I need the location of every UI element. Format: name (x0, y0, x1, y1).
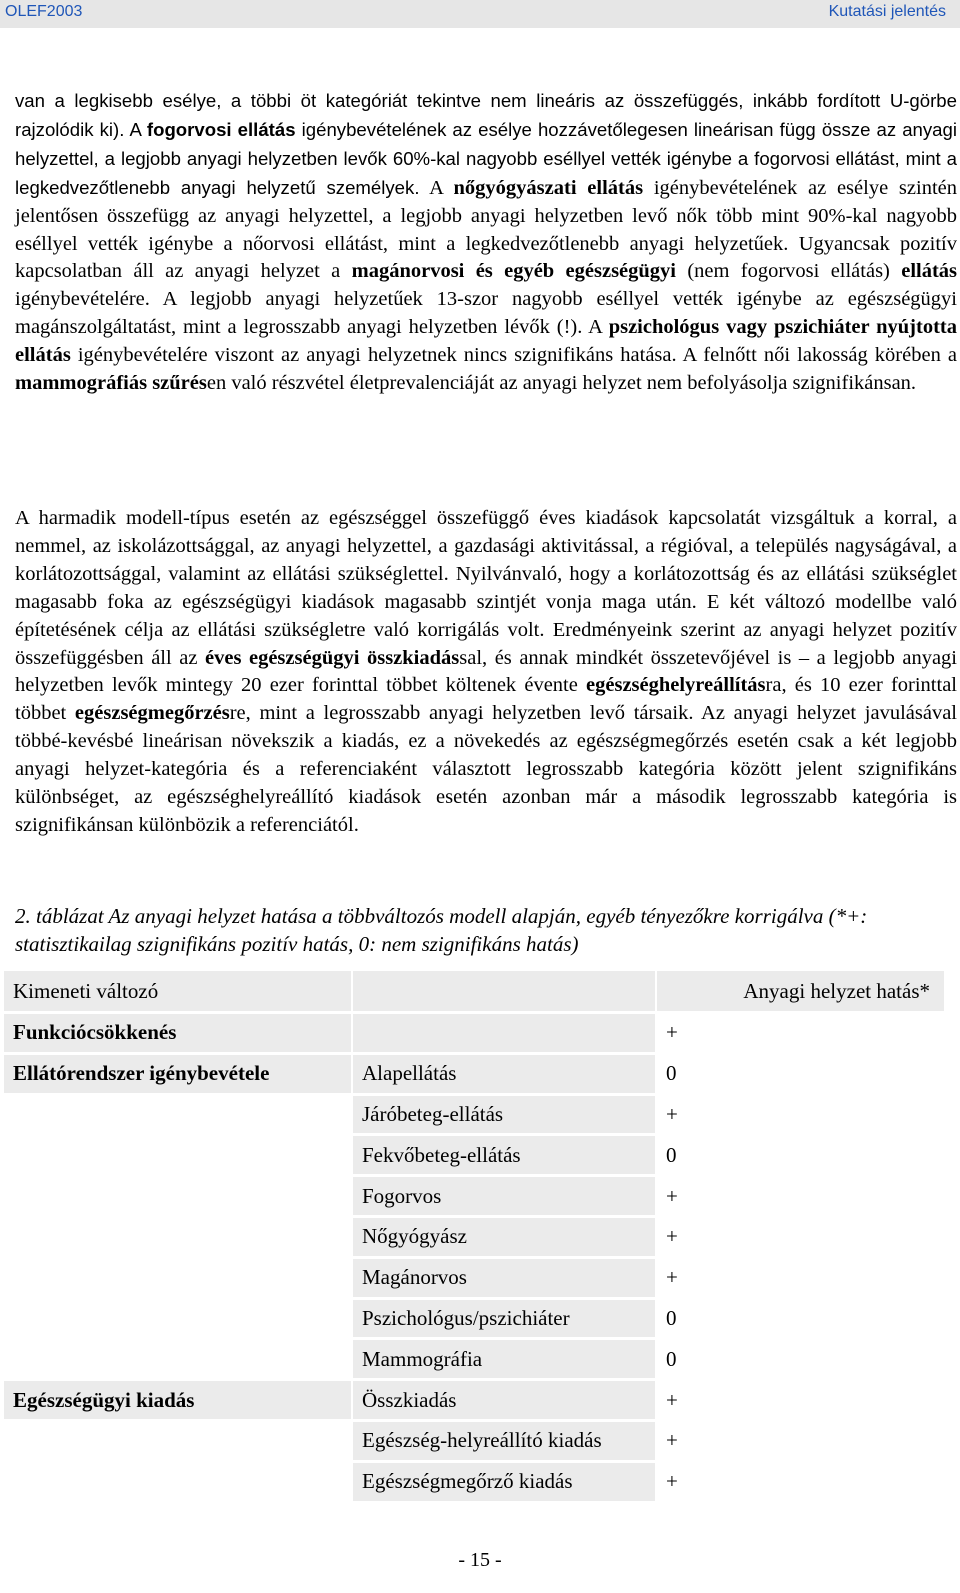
cell-effect: 0 (657, 1136, 944, 1177)
table-row (4, 1177, 944, 1218)
text-run: (nem fogorvosi ellátás) (676, 260, 902, 283)
cell-outcome-group (4, 1463, 353, 1504)
bold-term: egészséghelyreállítás (586, 674, 766, 697)
table-header-row (4, 971, 944, 1014)
text-run: igénybevételére. A legjobb anyagi helyzetűek 13-szor nagyobb eséllyel vették igénybe az egészségügyi magánszolgáltatást, mint a legrosszabb anyagi helyzetben lévők (!). A (15, 288, 957, 339)
cell-effect: + (657, 1422, 944, 1463)
cell-category: Járóbeteg-ellátás (353, 1096, 657, 1137)
text-run: sal, és annak mindkét összetevőjével is – a legjobb anyagi helyzetben levők mintegy 20 ezer forinttal többet költenek évente (15, 646, 958, 697)
table-row (4, 1096, 944, 1137)
table-row (4, 1300, 944, 1341)
results-table-body (4, 971, 944, 1504)
cell-category: Mammográfia (353, 1340, 657, 1381)
header-cell-outcome: Kimeneti változó (4, 971, 353, 1014)
text-run: A harmadik modell-típus esetén az egészséggel összefüggő éves kiadások kapcsolatát vizsgáltuk a korral, a nemmel, az iskolázottsággal, az anyagi helyzettel, a gazdasági aktivitással, a régióval, a település nagyságával, a korlátozottsággal, valamint az ellátási szükséglettel. Nyilvánvaló, hogy a korlátozottság és az ellátási szükséglet magasabb foka az egészségügyi kiadások magasabb szintjét vonja maga után. E két változó modellbe való építetésének célja az ellátási szükségletre való korrigálás volt. Eredményeink szerint az anyagi helyzet pozitív összefüggésben áll az (15, 507, 957, 669)
paragraph-health-expenditure (15, 505, 957, 840)
cell-effect: + (657, 1463, 944, 1504)
text-run: igénybevételére viszont az anyagi helyzetnek nincs szignifikáns hatása. A felnőtt női lakosság körében a (70, 344, 957, 367)
cell-category: Fogorvos (353, 1177, 657, 1218)
table-row (4, 1055, 944, 1096)
text-run: en való részvétel életprevalenciáját az anyagi helyzet nem befolyásolja szignifikánsan. (206, 372, 917, 395)
cell-category: Egészség-helyreállító kiadás (353, 1422, 657, 1463)
text-run: van a legkisebb esélye, a többi öt kategóriát tekintve nem lineáris az összefüggés, inkább fordított U-görbe rajzolódik ki). A (15, 90, 957, 140)
cell-effect: 0 (657, 1340, 944, 1381)
bold-term: fogorvosi ellátás (146, 118, 296, 140)
bold-term: éves egészségügyi összkiadás (205, 646, 460, 669)
header-cell-effect: Anyagi helyzet hatás* (657, 971, 944, 1014)
cell-outcome-group: Egészségügyi kiadás (4, 1381, 353, 1422)
cell-outcome-group (4, 1422, 353, 1463)
table-row (4, 1136, 944, 1177)
results-table (4, 971, 944, 1504)
table-row (4, 1463, 944, 1504)
cell-category: Fekvőbeteg-ellátás (353, 1136, 657, 1177)
page-header (0, 0, 960, 28)
bold-term: ellátás (901, 260, 958, 283)
cell-effect: + (657, 1014, 944, 1055)
bold-term: egészségmegőrzés (74, 702, 230, 725)
cell-category: Összkiadás (353, 1381, 657, 1422)
text-run: A (419, 176, 454, 199)
cell-effect: + (657, 1218, 944, 1259)
header-cell-category (353, 971, 657, 1014)
table-row (4, 1218, 944, 1259)
cell-effect: + (657, 1259, 944, 1300)
paragraph-healthcare-use (15, 87, 957, 398)
page-number: - 15 - (458, 1549, 502, 1571)
cell-effect: + (657, 1096, 944, 1137)
table-row (4, 1340, 944, 1381)
text-run: igénybevételének az esélye szintén jelentősen összefügg az anyagi helyzettel, a legjobb anyagi helyzetben levő nők több mint 90%-kal nagyobb eséllyel vették igénybe a nőorvosi ellátást, mint a legkedvezőtlenebb anyagi helyzetűek. Ugyancsak pozitív kapcsolatban áll az anyagi helyzet a (15, 176, 957, 283)
table-row (4, 1422, 944, 1463)
table-caption: 2. táblázat Az anyagi helyzet hatása a többváltozós modell alapján, egyéb tényezőkre korrigálva (*+: statisztikailag szignifikáns pozitív hatás, 0: nem szignifikáns hatás) (15, 904, 868, 956)
bold-term: mammográfiás szűrés (15, 372, 207, 395)
cell-outcome-group: Funkciócsökkenés (4, 1014, 353, 1055)
text-run: igénybevételének az esélye hozzávetőlegesen lineárisan függ össze az anyagi helyzettel, a legjobb anyagi helyzetben levők 60%-kal nagyobb eséllyel vették igénybe a fogorvosi ellátást, mint a legkedvezőtlenebb anyagi helyzetű személyek. (15, 118, 957, 198)
header-right-title: Kutatási jelentés (828, 3, 946, 20)
bold-term: nőgyógyászati ellátás (453, 176, 644, 199)
table-row (4, 1259, 944, 1300)
cell-category: Nőgyógyász (353, 1218, 657, 1259)
cell-outcome-group (4, 1177, 353, 1218)
cell-outcome-group (4, 1218, 353, 1259)
bold-term: magánorvosi és egyéb egészségügyi (351, 260, 676, 283)
cell-outcome-group (4, 1300, 353, 1341)
text-run: re, mint a legrosszabb anyagi helyzetben levő társaik. Az anyagi helyzet javulásával többé-kevésbé lineárisan növekszik a kiadás, ez a növekedés az egészségmegőrzés esetén csak a két legjobb anyagi helyzet-kategória és a referenciaként választott legrosszabb kategória között jelent szignifikáns különbséget, az egészséghelyreállító kiadások esetén azonban már a második legrosszabb kategória is szignifikánsan különbözik a referenciától. (15, 702, 957, 836)
table-row (4, 1381, 944, 1422)
cell-outcome-group: Ellátórendszer igénybevétele (4, 1055, 353, 1096)
cell-outcome-group (4, 1340, 353, 1381)
cell-effect: + (657, 1381, 944, 1422)
cell-effect: 0 (657, 1055, 944, 1096)
cell-category: Egészségmegőrző kiadás (353, 1463, 657, 1504)
cell-category: Alapellátás (353, 1055, 657, 1096)
cell-outcome-group (4, 1096, 353, 1137)
cell-category: Pszichológus/pszichiáter (353, 1300, 657, 1341)
cell-category (353, 1014, 657, 1055)
header-left-title: OLEF2003 (5, 3, 83, 20)
cell-outcome-group (4, 1259, 353, 1300)
table-row (4, 1014, 944, 1055)
text-run: ra, és 10 ezer forinttal többet (15, 674, 957, 725)
bold-term: pszichológus vagy pszichiáter nyújtotta ellátás (15, 316, 957, 367)
cell-effect: + (657, 1177, 944, 1218)
cell-category: Magánorvos (353, 1259, 657, 1300)
cell-effect: 0 (657, 1300, 944, 1341)
cell-outcome-group (4, 1136, 353, 1177)
